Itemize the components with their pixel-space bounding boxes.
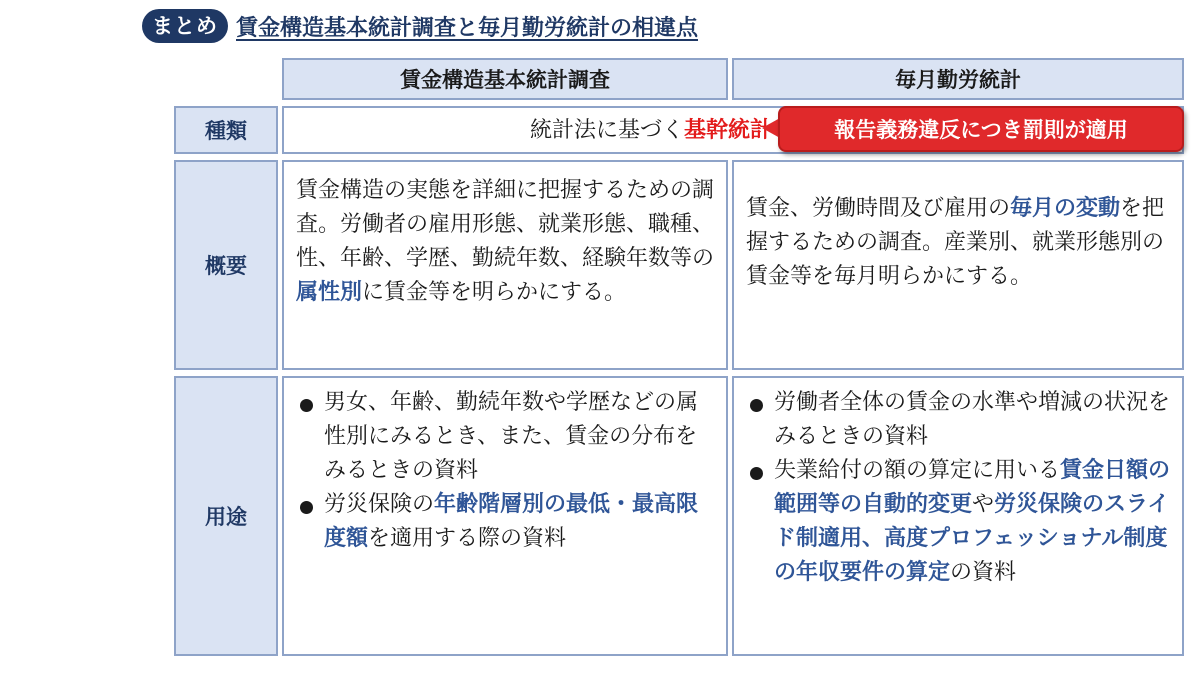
title-bar bbox=[142, 6, 698, 46]
overview-cell-monthly-labour bbox=[732, 160, 1184, 370]
summary-badge: まとめ bbox=[142, 9, 228, 43]
usage-col2-item2-part7: の資料 bbox=[950, 560, 1017, 585]
list-item bbox=[744, 386, 1174, 454]
column-header-monthly-labour: 毎月勤労統計 bbox=[732, 58, 1184, 100]
overview-col2-part1: 賃金、労働時間及び雇用の bbox=[746, 196, 1011, 221]
overview-col1-part3: に賃金等を明らかにする。 bbox=[362, 280, 627, 305]
usage-col2-item2-highlight3: 高度プロフェッショナル制度の年収要件の算定 bbox=[774, 526, 1168, 585]
overview-text-monthly-labour bbox=[746, 192, 1174, 294]
bullet-icon bbox=[300, 399, 313, 412]
type-text-prefix: 統計法に基づく bbox=[529, 118, 684, 143]
usage-list-monthly-labour bbox=[744, 386, 1174, 590]
overview-col1-highlight: 属性別 bbox=[296, 280, 363, 305]
usage-list-wage-structure bbox=[294, 386, 718, 556]
column-header-wage-structure: 賃金構造基本統計調査 bbox=[282, 58, 728, 100]
row-header-type: 種類 bbox=[174, 106, 278, 154]
usage-col2-item2-highlight1: 賃金日額の範囲等の自動的変更 bbox=[774, 458, 1171, 517]
usage-col1-item2-part1: 労災保険の bbox=[324, 492, 435, 517]
bullet-icon bbox=[750, 467, 763, 480]
row-header-usage: 用途 bbox=[174, 376, 278, 656]
overview-col1-part1: 賃金構造の実態を詳細に把握するための調査。労働者の雇用形態、就業形態、職種、性、年齢、学歴、勤続年数、経験年数等の bbox=[296, 178, 715, 271]
usage-cell-monthly-labour bbox=[732, 376, 1184, 656]
usage-col2-item2-comma: 、 bbox=[862, 526, 885, 551]
usage-col2-item1: 労働者全体の賃金の水準や増減の状況をみるときの資料 bbox=[774, 390, 1171, 449]
row-header-overview: 概要 bbox=[174, 160, 278, 370]
type-text-highlight: 基幹統計 bbox=[683, 118, 772, 143]
usage-col1-item1: 男女、年齢、勤続年数や学歴などの属性別にみるとき、また、賃金の分布をみるときの資料 bbox=[324, 390, 699, 483]
type-text bbox=[452, 114, 772, 148]
usage-col1-item2-highlight: 年齢階層別の最低・最高限度額 bbox=[324, 492, 699, 551]
usage-col1-item2-part3: を適用する際の資料 bbox=[368, 526, 567, 551]
overview-text-wage-structure bbox=[296, 174, 718, 310]
list-item bbox=[294, 386, 718, 488]
penalty-callout: 報告義務違反につき罰則が適用 bbox=[778, 106, 1184, 152]
usage-col2-item2-part3: や bbox=[972, 492, 995, 517]
list-item bbox=[744, 454, 1174, 590]
overview-col2-part3: を把握するための調査。産業別、就業形態別の賃金等を毎月明らかにする。 bbox=[746, 196, 1165, 289]
bullet-icon bbox=[300, 501, 313, 514]
list-item bbox=[294, 488, 718, 556]
usage-cell-wage-structure bbox=[282, 376, 728, 656]
usage-col2-item2-highlight2: 労災保険のスライド制適用 bbox=[774, 492, 1170, 551]
usage-col2-item2-part1: 失業給付の額の算定に用いる bbox=[774, 458, 1061, 483]
page-title: 賃金構造基本統計調査と毎月勤労統計の相違点 bbox=[236, 15, 699, 41]
bullet-icon bbox=[750, 399, 763, 412]
overview-cell-wage-structure bbox=[282, 160, 728, 370]
overview-col2-highlight: 毎月の変動 bbox=[1010, 196, 1121, 221]
